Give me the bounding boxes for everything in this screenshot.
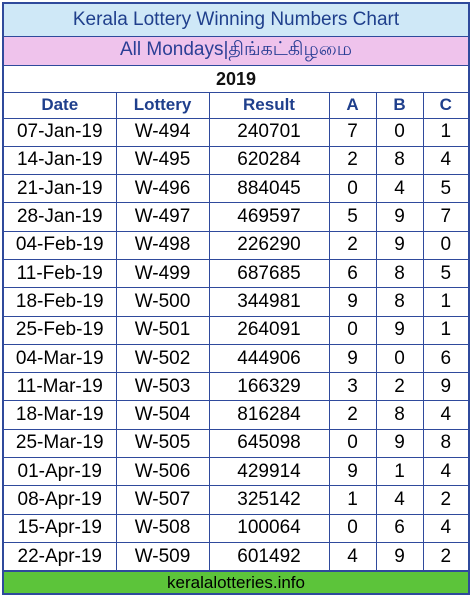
digit-a-cell: 0 (329, 429, 376, 457)
lottery-cell: W-506 (116, 458, 209, 486)
digit-b-cell: 8 (376, 259, 423, 287)
date-cell: 11-Mar-19 (4, 373, 116, 401)
result-cell: 884045 (209, 175, 329, 203)
lottery-cell: W-503 (116, 373, 209, 401)
lottery-cell: W-495 (116, 146, 209, 174)
lottery-cell: W-505 (116, 429, 209, 457)
date-cell: 08-Apr-19 (4, 486, 116, 514)
digit-c-cell: 5 (423, 175, 468, 203)
digit-b-cell: 9 (376, 542, 423, 570)
date-cell: 14-Jan-19 (4, 146, 116, 174)
table-row (4, 429, 468, 457)
digit-b-cell: 6 (376, 514, 423, 542)
digit-a-cell: 1 (329, 486, 376, 514)
table-row (4, 344, 468, 372)
result-cell: 620284 (209, 146, 329, 174)
digit-c-cell: 2 (423, 486, 468, 514)
table-row (4, 288, 468, 316)
digit-a-cell: 0 (329, 514, 376, 542)
digit-c-cell: 9 (423, 373, 468, 401)
digit-b-cell: 8 (376, 146, 423, 174)
table-row (4, 203, 468, 231)
table-row (4, 146, 468, 174)
lottery-cell: W-496 (116, 175, 209, 203)
result-cell: 444906 (209, 344, 329, 372)
table-row (4, 514, 468, 542)
result-cell: 816284 (209, 401, 329, 429)
date-cell: 15-Apr-19 (4, 514, 116, 542)
chart-frame (2, 2, 470, 595)
lottery-cell: W-498 (116, 231, 209, 259)
result-cell: 645098 (209, 429, 329, 457)
digit-b-cell: 8 (376, 288, 423, 316)
digit-c-cell: 4 (423, 146, 468, 174)
lottery-cell: W-499 (116, 259, 209, 287)
digit-c-cell: 5 (423, 259, 468, 287)
digit-a-cell: 9 (329, 344, 376, 372)
lottery-cell: W-501 (116, 316, 209, 344)
digit-c-cell: 1 (423, 118, 468, 146)
lottery-cell: W-494 (116, 118, 209, 146)
digit-c-cell: 2 (423, 542, 468, 570)
date-cell: 22-Apr-19 (4, 542, 116, 570)
digit-a-cell: 0 (329, 175, 376, 203)
digit-a-cell: 7 (329, 118, 376, 146)
digit-c-cell: 4 (423, 514, 468, 542)
result-cell: 100064 (209, 514, 329, 542)
footer-site-label: keralalotteries.info (4, 571, 468, 593)
digit-c-cell: 4 (423, 458, 468, 486)
table-row (4, 231, 468, 259)
digit-b-cell: 4 (376, 175, 423, 203)
date-cell: 18-Mar-19 (4, 401, 116, 429)
digit-c-cell: 1 (423, 288, 468, 316)
date-cell: 18-Feb-19 (4, 288, 116, 316)
table-row (4, 373, 468, 401)
column-header-date: Date (4, 93, 116, 118)
lottery-cell: W-500 (116, 288, 209, 316)
digit-b-cell: 9 (376, 231, 423, 259)
lottery-cell: W-508 (116, 514, 209, 542)
result-cell: 226290 (209, 231, 329, 259)
table-body (4, 118, 468, 571)
table-row (4, 486, 468, 514)
date-cell: 07-Jan-19 (4, 118, 116, 146)
results-table (4, 93, 468, 571)
lottery-cell: W-507 (116, 486, 209, 514)
digit-b-cell: 9 (376, 429, 423, 457)
result-cell: 166329 (209, 373, 329, 401)
digit-a-cell: 4 (329, 542, 376, 570)
date-cell: 01-Apr-19 (4, 458, 116, 486)
digit-a-cell: 2 (329, 146, 376, 174)
lottery-cell: W-502 (116, 344, 209, 372)
digit-c-cell: 0 (423, 231, 468, 259)
digit-a-cell: 0 (329, 316, 376, 344)
column-header-b: B (376, 93, 423, 118)
column-header-c: C (423, 93, 468, 118)
column-header-lottery: Lottery (116, 93, 209, 118)
digit-b-cell: 2 (376, 373, 423, 401)
digit-a-cell: 6 (329, 259, 376, 287)
table-row (4, 175, 468, 203)
digit-c-cell: 4 (423, 401, 468, 429)
page-title: Kerala Lottery Winning Numbers Chart (4, 4, 468, 37)
table-row (4, 401, 468, 429)
result-cell: 344981 (209, 288, 329, 316)
result-cell: 240701 (209, 118, 329, 146)
table-row (4, 259, 468, 287)
digit-a-cell: 2 (329, 231, 376, 259)
result-cell: 687685 (209, 259, 329, 287)
digit-a-cell: 9 (329, 288, 376, 316)
digit-c-cell: 6 (423, 344, 468, 372)
digit-b-cell: 9 (376, 316, 423, 344)
result-cell: 469597 (209, 203, 329, 231)
digit-b-cell: 9 (376, 203, 423, 231)
digit-c-cell: 1 (423, 316, 468, 344)
digit-b-cell: 4 (376, 486, 423, 514)
digit-b-cell: 0 (376, 344, 423, 372)
result-cell: 429914 (209, 458, 329, 486)
table-row (4, 118, 468, 146)
digit-a-cell: 9 (329, 458, 376, 486)
digit-c-cell: 7 (423, 203, 468, 231)
date-cell: 28-Jan-19 (4, 203, 116, 231)
result-cell: 601492 (209, 542, 329, 570)
table-header-row (4, 93, 468, 118)
date-cell: 21-Jan-19 (4, 175, 116, 203)
digit-c-cell: 8 (423, 429, 468, 457)
page-subtitle: All Mondays|திங்கட்கிழமை (4, 37, 468, 66)
date-cell: 04-Feb-19 (4, 231, 116, 259)
year-label: 2019 (4, 66, 468, 93)
date-cell: 25-Mar-19 (4, 429, 116, 457)
table-row (4, 316, 468, 344)
result-cell: 264091 (209, 316, 329, 344)
lottery-cell: W-504 (116, 401, 209, 429)
lottery-cell: W-509 (116, 542, 209, 570)
digit-b-cell: 0 (376, 118, 423, 146)
table-row (4, 542, 468, 570)
column-header-result: Result (209, 93, 329, 118)
date-cell: 04-Mar-19 (4, 344, 116, 372)
result-cell: 325142 (209, 486, 329, 514)
table-row (4, 458, 468, 486)
digit-a-cell: 5 (329, 203, 376, 231)
date-cell: 11-Feb-19 (4, 259, 116, 287)
digit-b-cell: 1 (376, 458, 423, 486)
digit-a-cell: 2 (329, 401, 376, 429)
lottery-cell: W-497 (116, 203, 209, 231)
digit-b-cell: 8 (376, 401, 423, 429)
date-cell: 25-Feb-19 (4, 316, 116, 344)
column-header-a: A (329, 93, 376, 118)
digit-a-cell: 3 (329, 373, 376, 401)
